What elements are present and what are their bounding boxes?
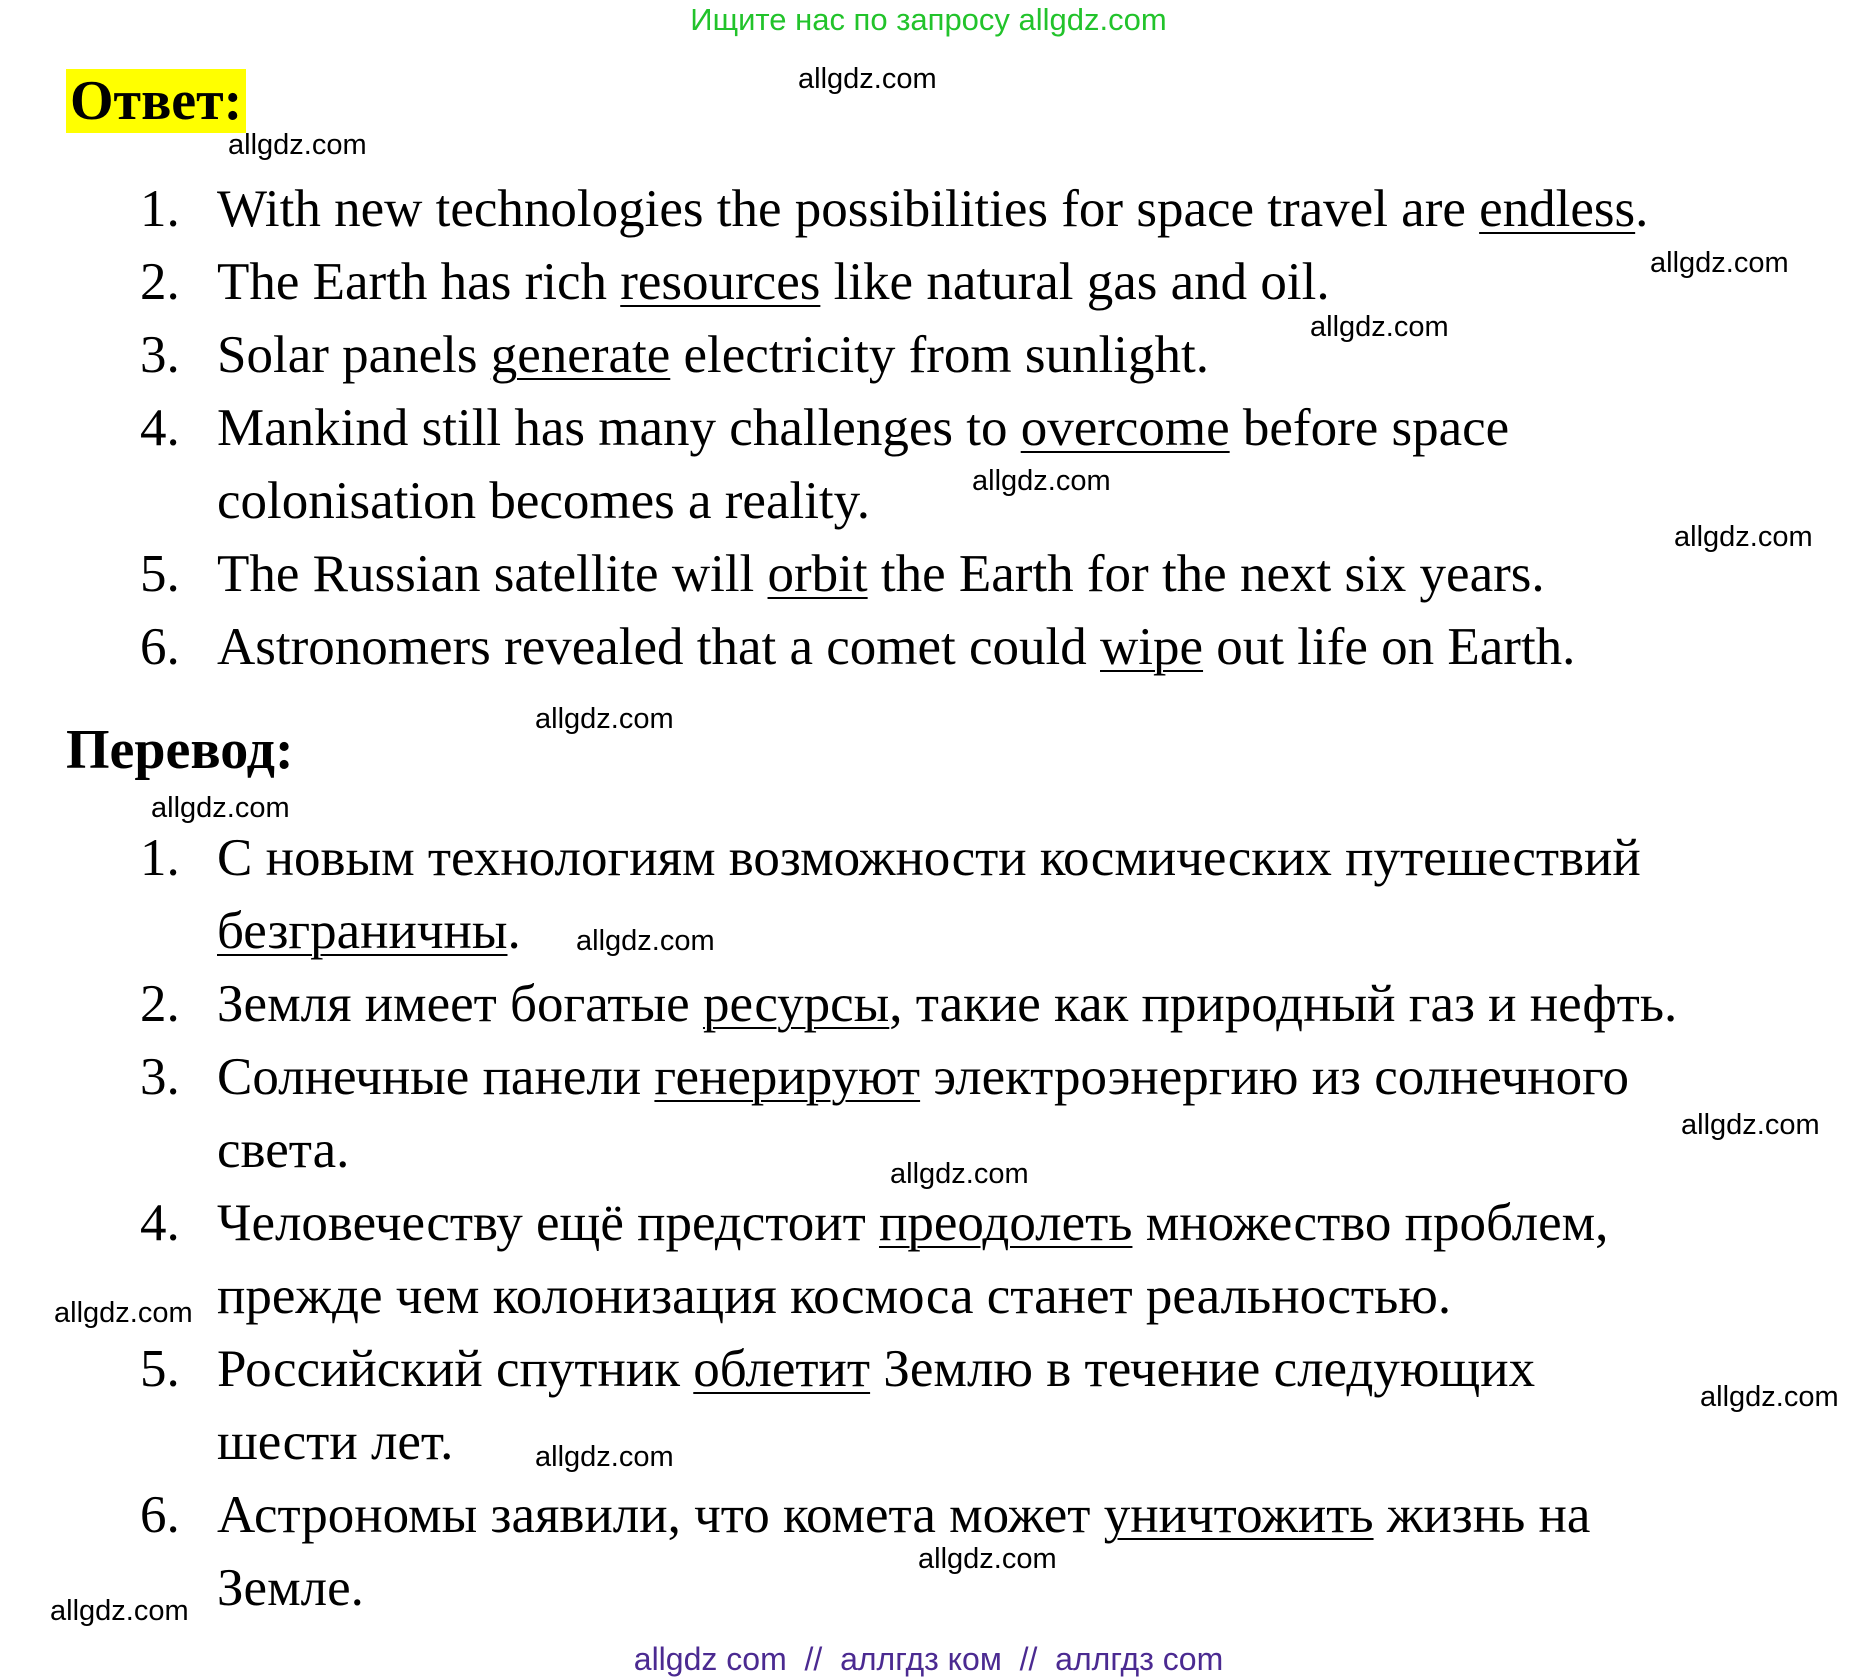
- answer-item-1-keyword: endless: [1479, 180, 1636, 238]
- translation-item-3-number: 3.: [140, 1048, 180, 1106]
- translation-item-6-number: 6.: [140, 1486, 180, 1544]
- watermark: allgdz.com: [1681, 1109, 1820, 1141]
- watermark: allgdz.com: [1700, 1381, 1839, 1413]
- translation-item-1-number: 1.: [140, 829, 180, 887]
- answer-item-2-number: 2.: [140, 253, 180, 311]
- watermark: allgdz.com: [890, 1158, 1029, 1190]
- translation-item-5-text-line-1: Российский спутник облетит Землю в течение следующих: [217, 1340, 1536, 1398]
- answer-item-4-number: 4.: [140, 399, 180, 457]
- translation-item-3-text-line-2: света.: [217, 1121, 350, 1179]
- watermark: allgdz.com: [535, 703, 674, 735]
- watermark: allgdz.com: [50, 1595, 189, 1627]
- answer-item-1-number: 1.: [140, 180, 180, 238]
- translation-item-6-text-line-1: Астрономы заявили, что комета может уничтожить жизнь на: [217, 1486, 1591, 1544]
- answer-item-4-text-line-2: colonisation becomes a reality.: [217, 472, 870, 530]
- translation-item-2-text: Земля имеет богатые ресурсы, такие как природный газ и нефть.: [217, 975, 1678, 1033]
- answer-item-3-text: Solar panels generate electricity from sunlight.: [217, 326, 1209, 384]
- watermark: allgdz.com: [576, 925, 715, 957]
- translation-heading: Перевод:: [66, 719, 294, 781]
- watermark: allgdz.com: [972, 465, 1111, 497]
- translation-item-1-text-line-1: С новым технологиям возможности космических путешествий: [217, 829, 1641, 887]
- watermark: allgdz.com: [151, 792, 290, 824]
- answer-item-4-keyword: overcome: [1020, 399, 1230, 457]
- watermark: allgdz.com: [1310, 311, 1449, 343]
- watermark: allgdz.com: [918, 1543, 1057, 1575]
- answer-item-6-text: Astronomers revealed that a comet could wipe out life on Earth.: [217, 618, 1576, 676]
- answer-item-2-keyword: resources: [620, 253, 821, 311]
- answer-item-6-keyword: wipe: [1100, 618, 1204, 676]
- top-banner: Ищите нас по запросу allgdz.com: [690, 2, 1167, 37]
- watermark: allgdz.com: [535, 1441, 674, 1473]
- answer-item-6-number: 6.: [140, 618, 180, 676]
- translation-item-2-keyword: ресурсы: [702, 975, 890, 1033]
- footer-links: allgdz com // аллгдз ком // аллгдз com: [633, 1641, 1224, 1677]
- answer-item-5-number: 5.: [140, 545, 180, 603]
- watermark: allgdz.com: [54, 1297, 193, 1329]
- translation-item-4-keyword: преодолеть: [879, 1194, 1133, 1252]
- watermark: allgdz.com: [798, 63, 937, 95]
- translation-item-3-keyword: генерируют: [654, 1048, 921, 1106]
- translation-item-3-text-line-1: Солнечные панели генерируют электроэнергию из солнечного: [217, 1048, 1630, 1106]
- answer-heading: Ответ:: [66, 69, 246, 133]
- translation-item-6-text-line-2: Земле.: [217, 1559, 364, 1617]
- watermark: allgdz.com: [1650, 247, 1789, 279]
- answer-item-2-text: The Earth has rich resources like natural gas and oil.: [217, 253, 1330, 311]
- translation-item-4-text-line-2: прежде чем колонизация космоса станет реальностью.: [217, 1267, 1452, 1325]
- watermark: allgdz.com: [1674, 521, 1813, 553]
- translation-item-1-text-line-2: безграничны.: [217, 902, 521, 960]
- answer-item-5-text: The Russian satellite will orbit the Earth for the next six years.: [217, 545, 1545, 603]
- translation-item-5-keyword: облетит: [693, 1340, 871, 1398]
- answer-item-1-text: With new technologies the possibilities for space travel are endless.: [217, 180, 1649, 238]
- answer-item-3-number: 3.: [140, 326, 180, 384]
- watermark: allgdz.com: [228, 129, 367, 161]
- translation-item-2-number: 2.: [140, 975, 180, 1033]
- answer-item-5-keyword: orbit: [767, 545, 868, 603]
- translation-item-4-number: 4.: [140, 1194, 180, 1252]
- translation-item-1-keyword: безграничны: [217, 902, 508, 960]
- translation-item-4-text-line-1: Человечеству ещё предстоит преодолеть множество проблем,: [217, 1194, 1609, 1252]
- translation-item-6-keyword: уничтожить: [1103, 1486, 1374, 1544]
- answer-item-3-keyword: generate: [490, 326, 671, 384]
- translation-item-5-text-line-2: шести лет.: [217, 1413, 454, 1471]
- translation-item-5-number: 5.: [140, 1340, 180, 1398]
- answer-item-4-text-line-1: Mankind still has many challenges to overcome before space: [217, 399, 1510, 457]
